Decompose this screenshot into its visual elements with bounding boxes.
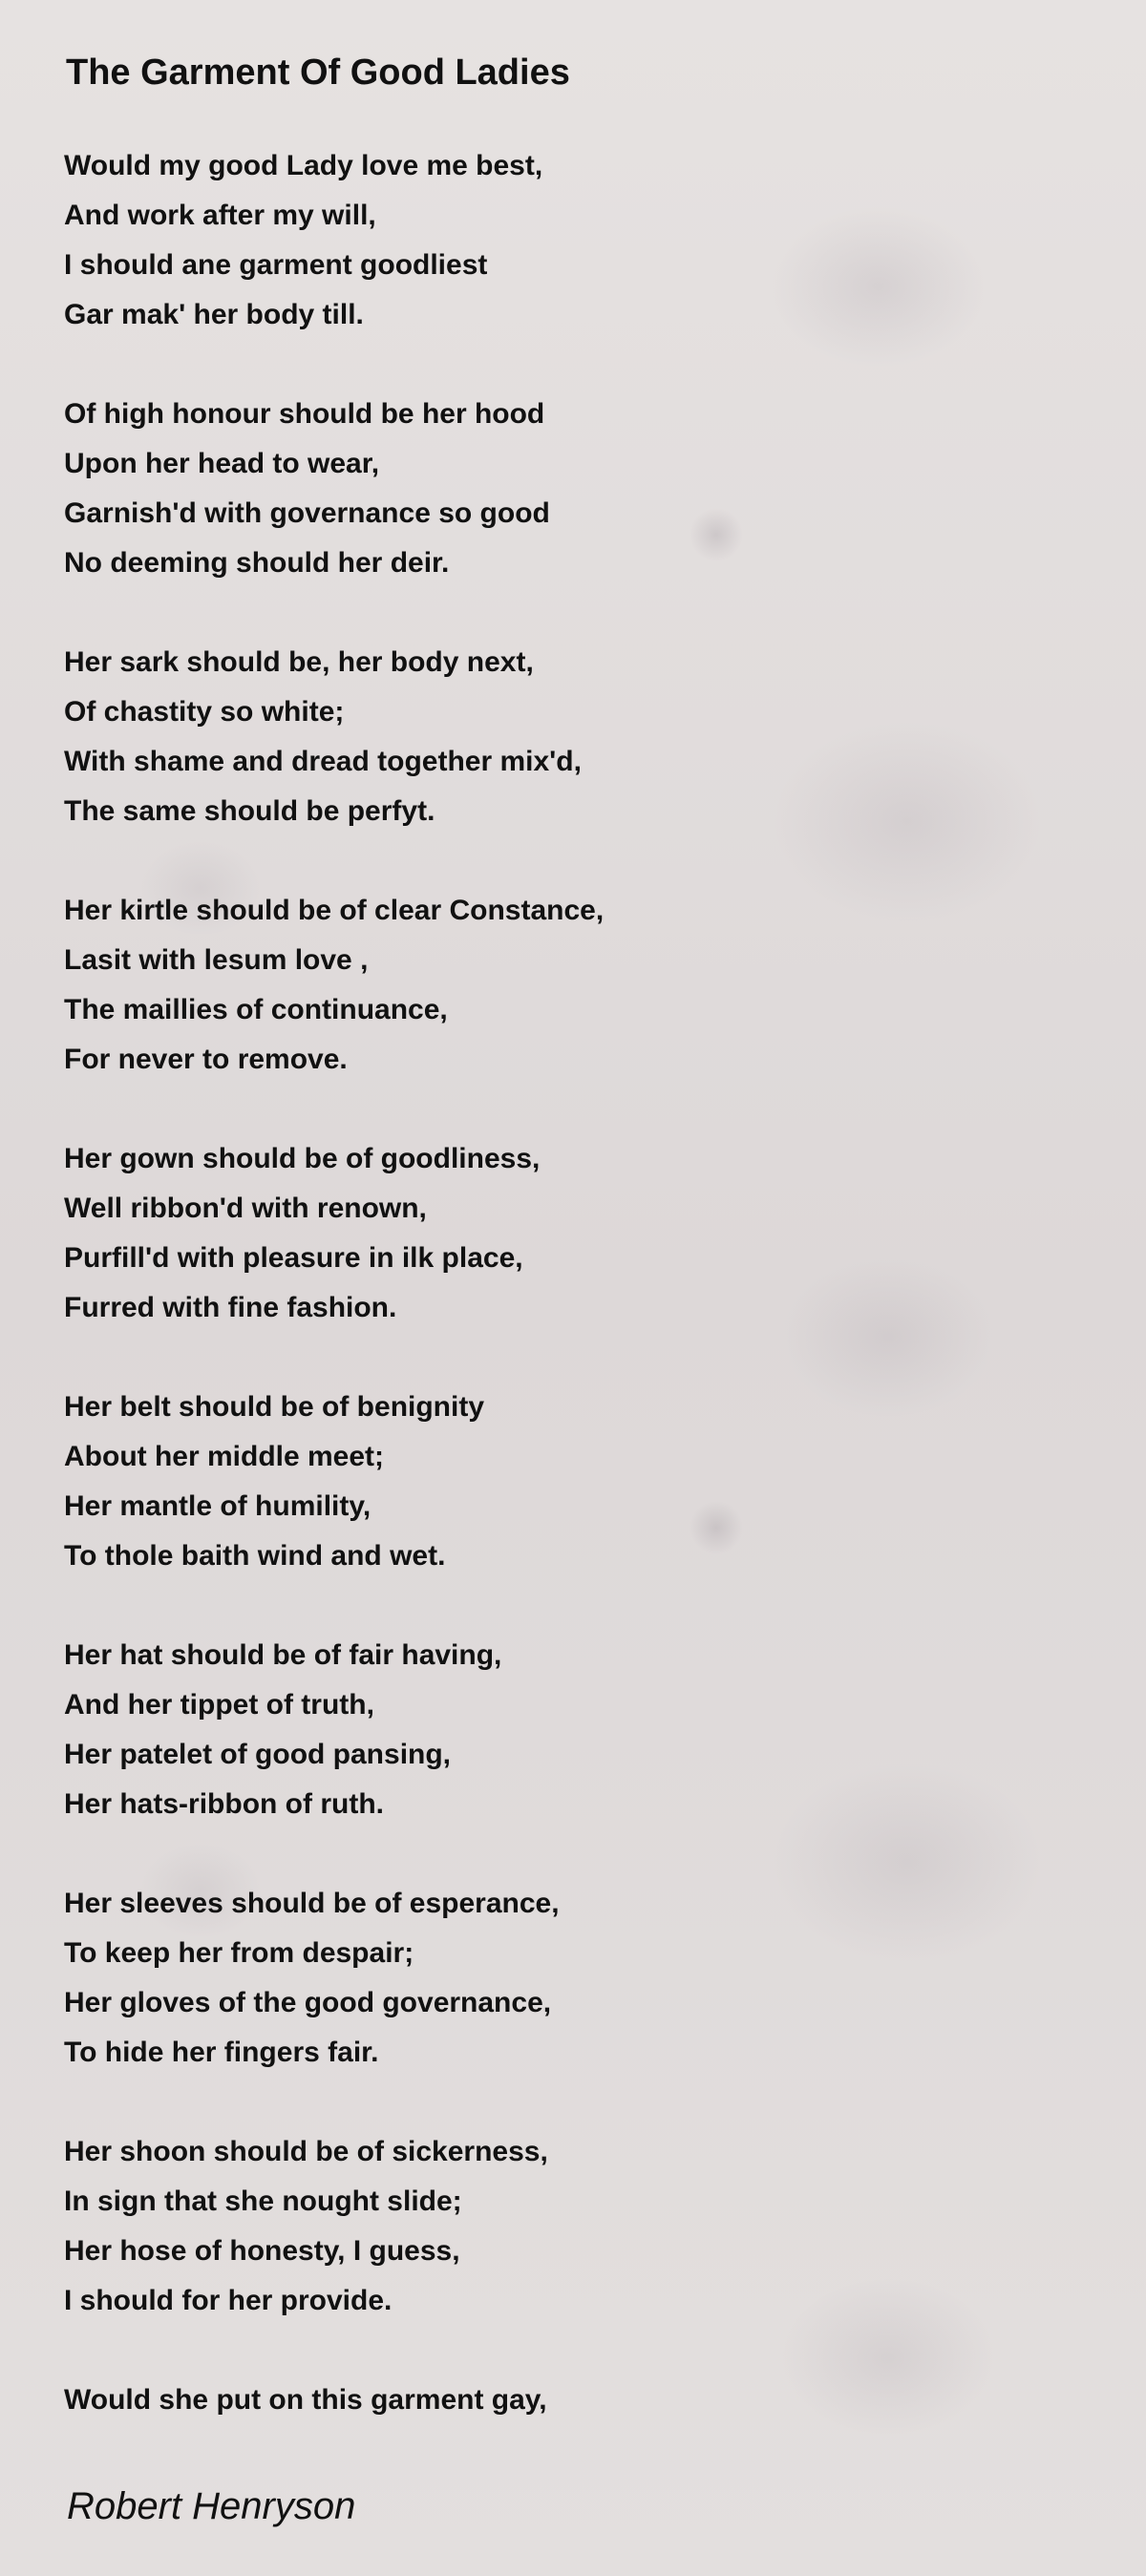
- poem-stanza: [64, 886, 1076, 1085]
- poem-line: Her gown should be of goodliness,: [64, 1143, 541, 1174]
- poem-line: Her mantle of humility,: [64, 1490, 371, 1522]
- poem-title: The Garment Of Good Ladies: [66, 53, 570, 93]
- poem-line: The maillies of continuance,: [64, 994, 448, 1025]
- poem-line: Her hose of honesty, I guess,: [64, 2235, 460, 2267]
- poem-line: To keep her from despair;: [64, 1937, 414, 1969]
- poem-stanza: [64, 1631, 1076, 1829]
- poem-line: Upon her head to wear,: [64, 448, 380, 479]
- poem-line: Gar mak' her body till.: [64, 299, 364, 330]
- poem-line: Purfill'd with pleasure in ilk place,: [64, 1242, 523, 1274]
- poem-line: And work after my will,: [64, 200, 376, 231]
- poem-line: Garnish'd with governance so good: [64, 497, 550, 529]
- poem-line: Would she put on this garment gay,: [64, 2384, 547, 2416]
- poem-line: The same should be perfyt.: [64, 795, 435, 827]
- poem-line: I should for her provide.: [64, 2285, 393, 2316]
- poem-line: Her sleeves should be of esperance,: [64, 1888, 560, 1919]
- poem-stanza: [64, 1879, 1076, 2078]
- poem-line: Well ribbon'd with renown,: [64, 1193, 427, 1224]
- poem-stanza: [64, 2127, 1076, 2326]
- poem-stanza: [64, 390, 1076, 588]
- poem-line: Her shoon should be of sickerness,: [64, 2136, 548, 2167]
- poem-line: Her patelet of good pansing,: [64, 1739, 452, 1770]
- poem-stanza: [64, 1383, 1076, 1581]
- poem-line: Of chastity so white;: [64, 696, 345, 728]
- poem-line: Her belt should be of benignity: [64, 1391, 485, 1423]
- poem-line: About her middle meet;: [64, 1441, 385, 1472]
- poem-line: With shame and dread together mix'd,: [64, 746, 582, 777]
- poem-line: For never to remove.: [64, 1044, 348, 1075]
- poem-line: Furred with fine fashion.: [64, 1292, 397, 1323]
- poem-line: In sign that she nought slide;: [64, 2185, 462, 2217]
- poem-line: I should ane garment goodliest: [64, 249, 488, 281]
- poem-line: Of high honour should be her hood: [64, 398, 545, 430]
- poem-line: No deeming should her deir.: [64, 547, 450, 579]
- poem-stanza: [64, 141, 1076, 340]
- poem-line: And her tippet of truth,: [64, 1689, 374, 1721]
- poem-stanza: [64, 638, 1076, 836]
- poem-line: Her sark should be, her body next,: [64, 646, 534, 678]
- poem-author: Robert Henryson: [67, 2485, 356, 2527]
- poem-stanza: [64, 2375, 1076, 2425]
- poem-body: [64, 141, 1076, 2475]
- poem-line: To thole baith wind and wet.: [64, 1540, 446, 1572]
- poem-line: Her hats-ribbon of ruth.: [64, 1788, 384, 1820]
- poem-line: Would my good Lady love me best,: [64, 150, 543, 181]
- poem-line: Her hat should be of fair having,: [64, 1639, 502, 1671]
- poem-line: To hide her fingers fair.: [64, 2037, 379, 2068]
- poem-line: Her kirtle should be of clear Constance,: [64, 895, 605, 926]
- poem-line: Her gloves of the good governance,: [64, 1987, 552, 2018]
- poem-line: Lasit with lesum love ,: [64, 944, 369, 976]
- poem-stanza: [64, 1134, 1076, 1333]
